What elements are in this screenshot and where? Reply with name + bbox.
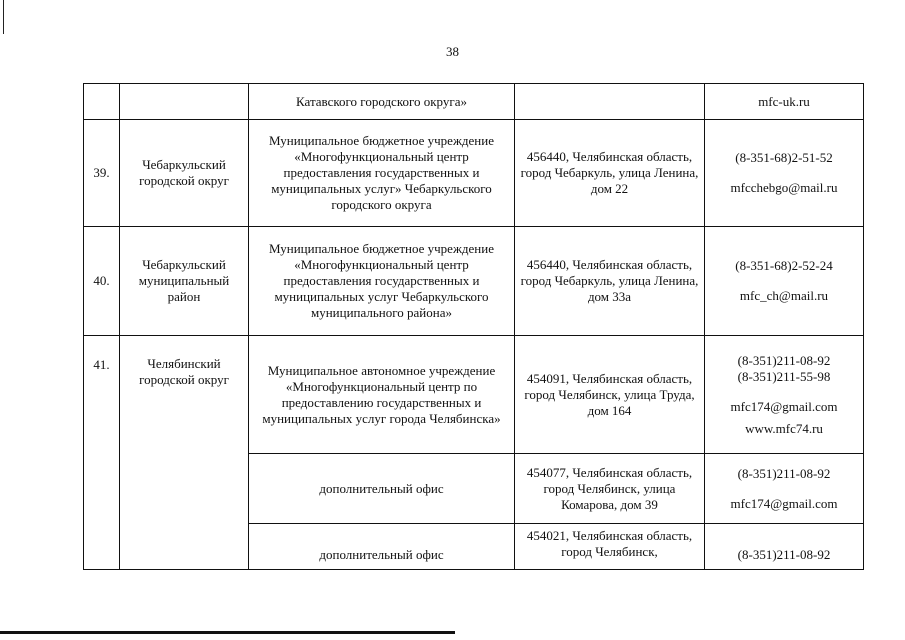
contacts-cell [705, 524, 864, 570]
mfc-registry-table [83, 83, 864, 570]
website-text: www.mfc74.ru [745, 420, 823, 436]
phone-text: (8-351)211-08-92 [737, 465, 831, 481]
institution-cell: дополнительный офис [249, 524, 515, 570]
email-text: mfcchebgo@mail.ru [730, 180, 838, 195]
row-number: 41. [84, 336, 120, 570]
bottom-rule [0, 631, 455, 634]
address-cell: 454091, Челябинская область, город Челябинск, улица Труда, дом 164 [515, 336, 705, 454]
institution-cell: Муниципальное автономное учреждение «Многофункциональный центр по предоставлению государственных и муниципальных услуг города Челябинска» [249, 336, 515, 454]
table-row [84, 227, 864, 336]
row-number [84, 84, 120, 120]
table-row [84, 336, 864, 454]
phone-text: (8-351)211-55-98 [737, 368, 831, 384]
address-cell: 456440, Челябинская область, город Чебаркуль, улица Ленина, дом 33а [515, 227, 705, 336]
district-cell: Челябинский городской округ [120, 336, 249, 570]
institution-cell: Катавского городского округа» [249, 84, 515, 120]
contacts-cell [705, 120, 864, 227]
website-text: mfc-uk.ru [758, 93, 810, 109]
email-text: mfc174@gmail.com [730, 495, 838, 511]
contacts-cell [705, 454, 864, 524]
address-cell: 456440, Челябинская область, город Чебаркуль, улица Ленина, дом 22 [515, 120, 705, 227]
institution-cell: Муниципальное бюджетное учреждение «Многофункциональный центр предоставления государственных и муниципальных услуг» Чебаркульского городского округа [249, 120, 515, 227]
contacts-cell [705, 227, 864, 336]
table-row [84, 120, 864, 227]
row-number: 39. [84, 120, 120, 227]
district-cell [120, 84, 249, 120]
phone-text: (8-351)211-08-92 [737, 547, 831, 562]
contacts-cell [705, 336, 864, 454]
phone-text: (8-351)211-08-92 [737, 352, 831, 368]
address-cell [515, 84, 705, 120]
email-text: mfc174@gmail.com [730, 398, 838, 414]
email-text: mfc_ch@mail.ru [739, 288, 829, 303]
district-cell: Чебаркульский муниципальный район [120, 227, 249, 336]
phone-text: (8-351-68)2-52-24 [735, 258, 833, 273]
phone-text: (8-351-68)2-51-52 [735, 150, 833, 165]
row-number: 40. [84, 227, 120, 336]
page-number: 38 [446, 44, 459, 59]
institution-cell: дополнительный офис [249, 454, 515, 524]
address-cell: 454077, Челябинская область, город Челябинск, улица Комарова, дом 39 [515, 454, 705, 524]
contacts-cell [705, 84, 864, 120]
table-row [84, 84, 864, 120]
institution-cell: Муниципальное бюджетное учреждение «Многофункциональный центр предоставления государственных и муниципальных услуг Чебаркульского муниципального района» [249, 227, 515, 336]
district-cell: Чебаркульский городской округ [120, 120, 249, 227]
scan-edge-line [3, 0, 4, 34]
address-cell: 454021, Челябинская область, город Челябинск, [515, 524, 705, 570]
